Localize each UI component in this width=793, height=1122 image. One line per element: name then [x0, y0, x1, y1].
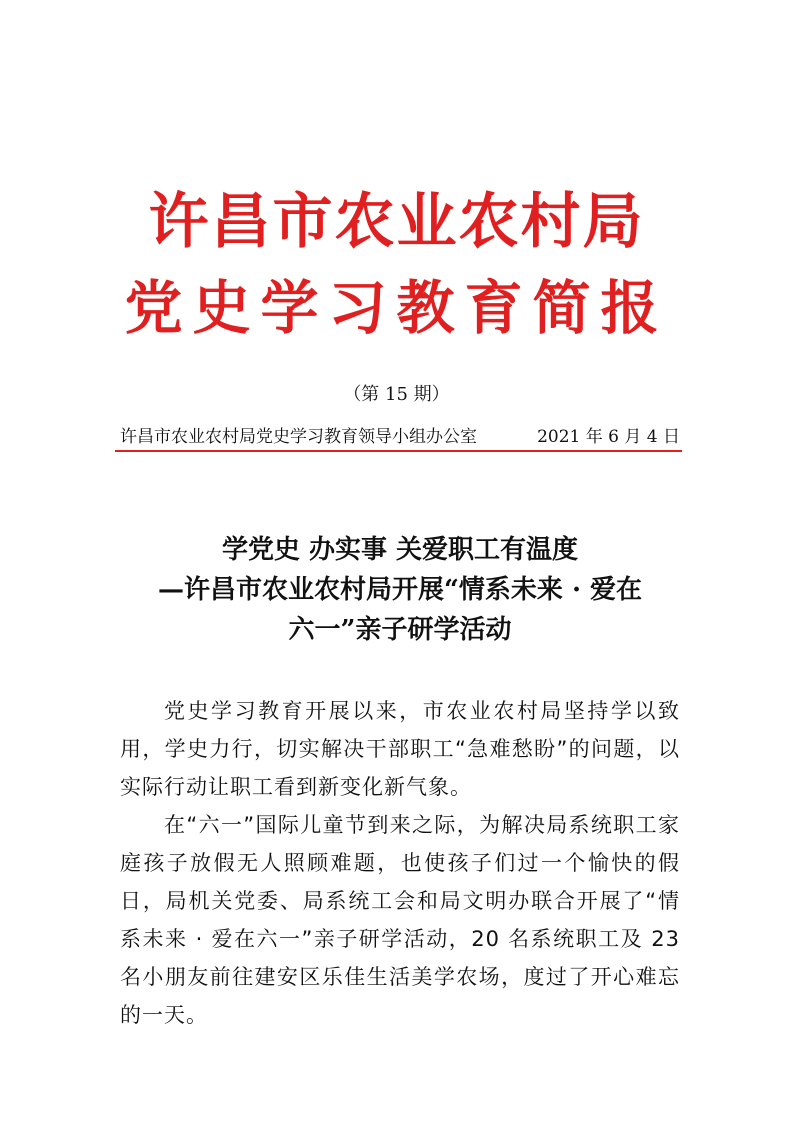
article-title-line: —许昌市农业农村局开展“情系未来 · 爱在 — [157, 575, 643, 605]
issue-number: （第 15 期） — [343, 384, 450, 405]
article-title-line: 学党史 办实事 关爱职工有温度 — [221, 535, 579, 565]
article-title — [120, 530, 680, 650]
red-divider-line — [115, 450, 682, 452]
issuer-office: 许昌市农业农村局党史学习教育领导小组办公室 — [120, 427, 477, 447]
article-body — [120, 692, 680, 1034]
article-title-line: 六一”亲子研学活动 — [288, 615, 512, 645]
issuer-row — [120, 424, 680, 450]
masthead-title-line2: 党史学习教育简报 — [124, 274, 669, 342]
masthead-title-line1: 许昌市农业农村局 — [148, 187, 645, 257]
body-paragraph: 在“六一”国际儿童节到来之际，为解决局系统职工家庭孩子放假无人照顾难题，也使孩子们过一个愉快的假日，局机关党委、局系统工会和局文明办联合开展了“情系未来 · 爱在六一”亲子研学活动，20 名系统职工及 23 名小朋友前往建安区乐佳生活美学农场，度过了开心难忘的一天。 — [120, 813, 680, 1027]
body-paragraph: 党史学习教育开展以来，市农业农村局坚持学以致用，学史力行，切实解决干部职工“急难愁盼”的问题，以实际行动让职工看到新变化新气象。 — [120, 699, 680, 799]
issue-date: 2021 年 6 月 4 日 — [537, 427, 680, 447]
